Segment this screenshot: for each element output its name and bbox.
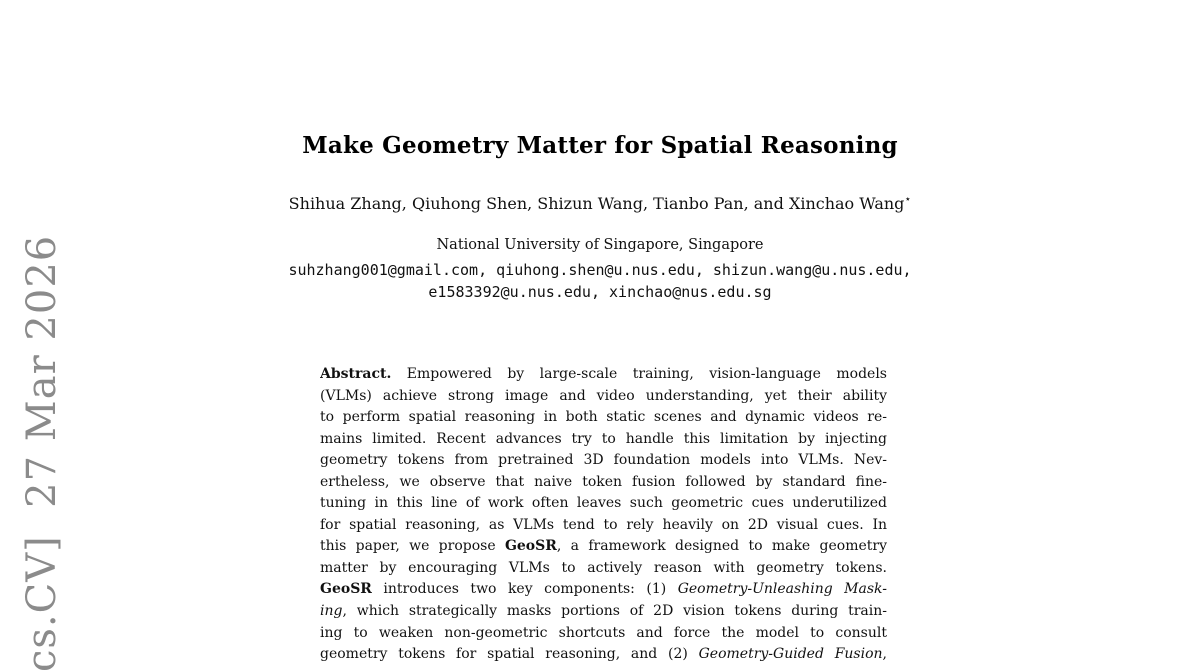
abstract-text-segment: , which strategically masks portions of 2D vision tokens during train- xyxy=(342,603,887,620)
abstract-text-segment: GeoSR xyxy=(504,538,557,555)
abstract-text-segment: geometry tokens from pretrained 3D foundation models into VLMs. Nev- xyxy=(320,452,887,469)
abstract-text-segment: introduces two key components: (1) xyxy=(371,581,678,598)
abstract-line xyxy=(320,493,887,515)
abstract-line xyxy=(320,601,887,623)
abstract-text-segment: ing xyxy=(320,603,343,620)
abstract-text-segment: ertheless, we observe that naive token fusion followed by standard fine- xyxy=(320,473,887,490)
abstract-line xyxy=(320,623,887,645)
abstract-line xyxy=(320,450,887,472)
email-block xyxy=(0,260,1200,303)
abstract-text-segment: GeoSR xyxy=(320,581,372,598)
abstract-text-segment: Abstract. xyxy=(320,366,392,382)
abstract-text-segment: geometry tokens for spatial reasoning, and (2) xyxy=(320,646,699,663)
abstract-line xyxy=(320,472,887,494)
abstract-line xyxy=(320,536,887,558)
email-line: e1583392@u.nus.edu, xinchao@nus.edu.sg xyxy=(428,282,772,301)
abstract-text-segment: for spatial reasoning, as VLMs tend to rely heavily on 2D visual cues. In xyxy=(320,516,887,533)
abstract-text-segment: Geometry-Unleashing Mask- xyxy=(677,581,887,598)
abstract-line xyxy=(320,579,887,601)
abstract-line xyxy=(320,407,887,429)
abstract-text-segment: (VLMs) achieve strong image and video understanding, yet their ability xyxy=(320,387,887,404)
abstract-text-segment: ing to weaken non-geometric shortcuts and force the model to consult xyxy=(320,624,887,641)
abstract-line xyxy=(320,386,887,408)
abstract-text-segment: to perform spatial reasoning in both static scenes and dynamic videos re- xyxy=(320,409,887,426)
author-names: Shihua Zhang, Qiuhong Shen, Shizun Wang, Tianbo Pan, and Xinchao Wang xyxy=(288,194,905,213)
abstract-line xyxy=(320,364,887,386)
arxiv-watermark: cs.CV] 27 Mar 2026 xyxy=(19,234,65,672)
abstract-line xyxy=(320,515,887,537)
author-footnote-star: ⋆ xyxy=(904,192,912,206)
abstract-text-segment: , xyxy=(882,646,887,663)
affiliation: National University of Singapore, Singapore xyxy=(436,237,764,253)
email-line: suhzhang001@gmail.com, qiuhong.shen@u.nus.edu, shizun.wang@u.nus.edu, xyxy=(288,261,912,279)
author-line xyxy=(0,194,1200,213)
abstract-text-segment: tuning in this line of work often leaves such geometric cues underutilized xyxy=(320,495,887,512)
abstract-line xyxy=(320,558,887,580)
paper-title: Make Geometry Matter for Spatial Reasoning xyxy=(302,132,898,160)
abstract-text-segment: matter by encouraging VLMs to actively reason with geometry tokens. xyxy=(320,559,887,576)
abstract-line xyxy=(320,429,887,451)
abstract-section xyxy=(320,364,887,666)
abstract-text-segment: this paper, we propose xyxy=(320,538,505,555)
abstract-text-segment: Empowered by large-scale training, vision-language models xyxy=(391,366,887,382)
abstract-text-segment: , a framework designed to make geometry xyxy=(556,538,887,555)
abstract-line xyxy=(320,644,887,666)
abstract-text-segment: Geometry-Guided Fusion xyxy=(698,646,883,663)
abstract-text-segment: mains limited. Recent advances try to handle this limitation by injecting xyxy=(320,430,887,447)
